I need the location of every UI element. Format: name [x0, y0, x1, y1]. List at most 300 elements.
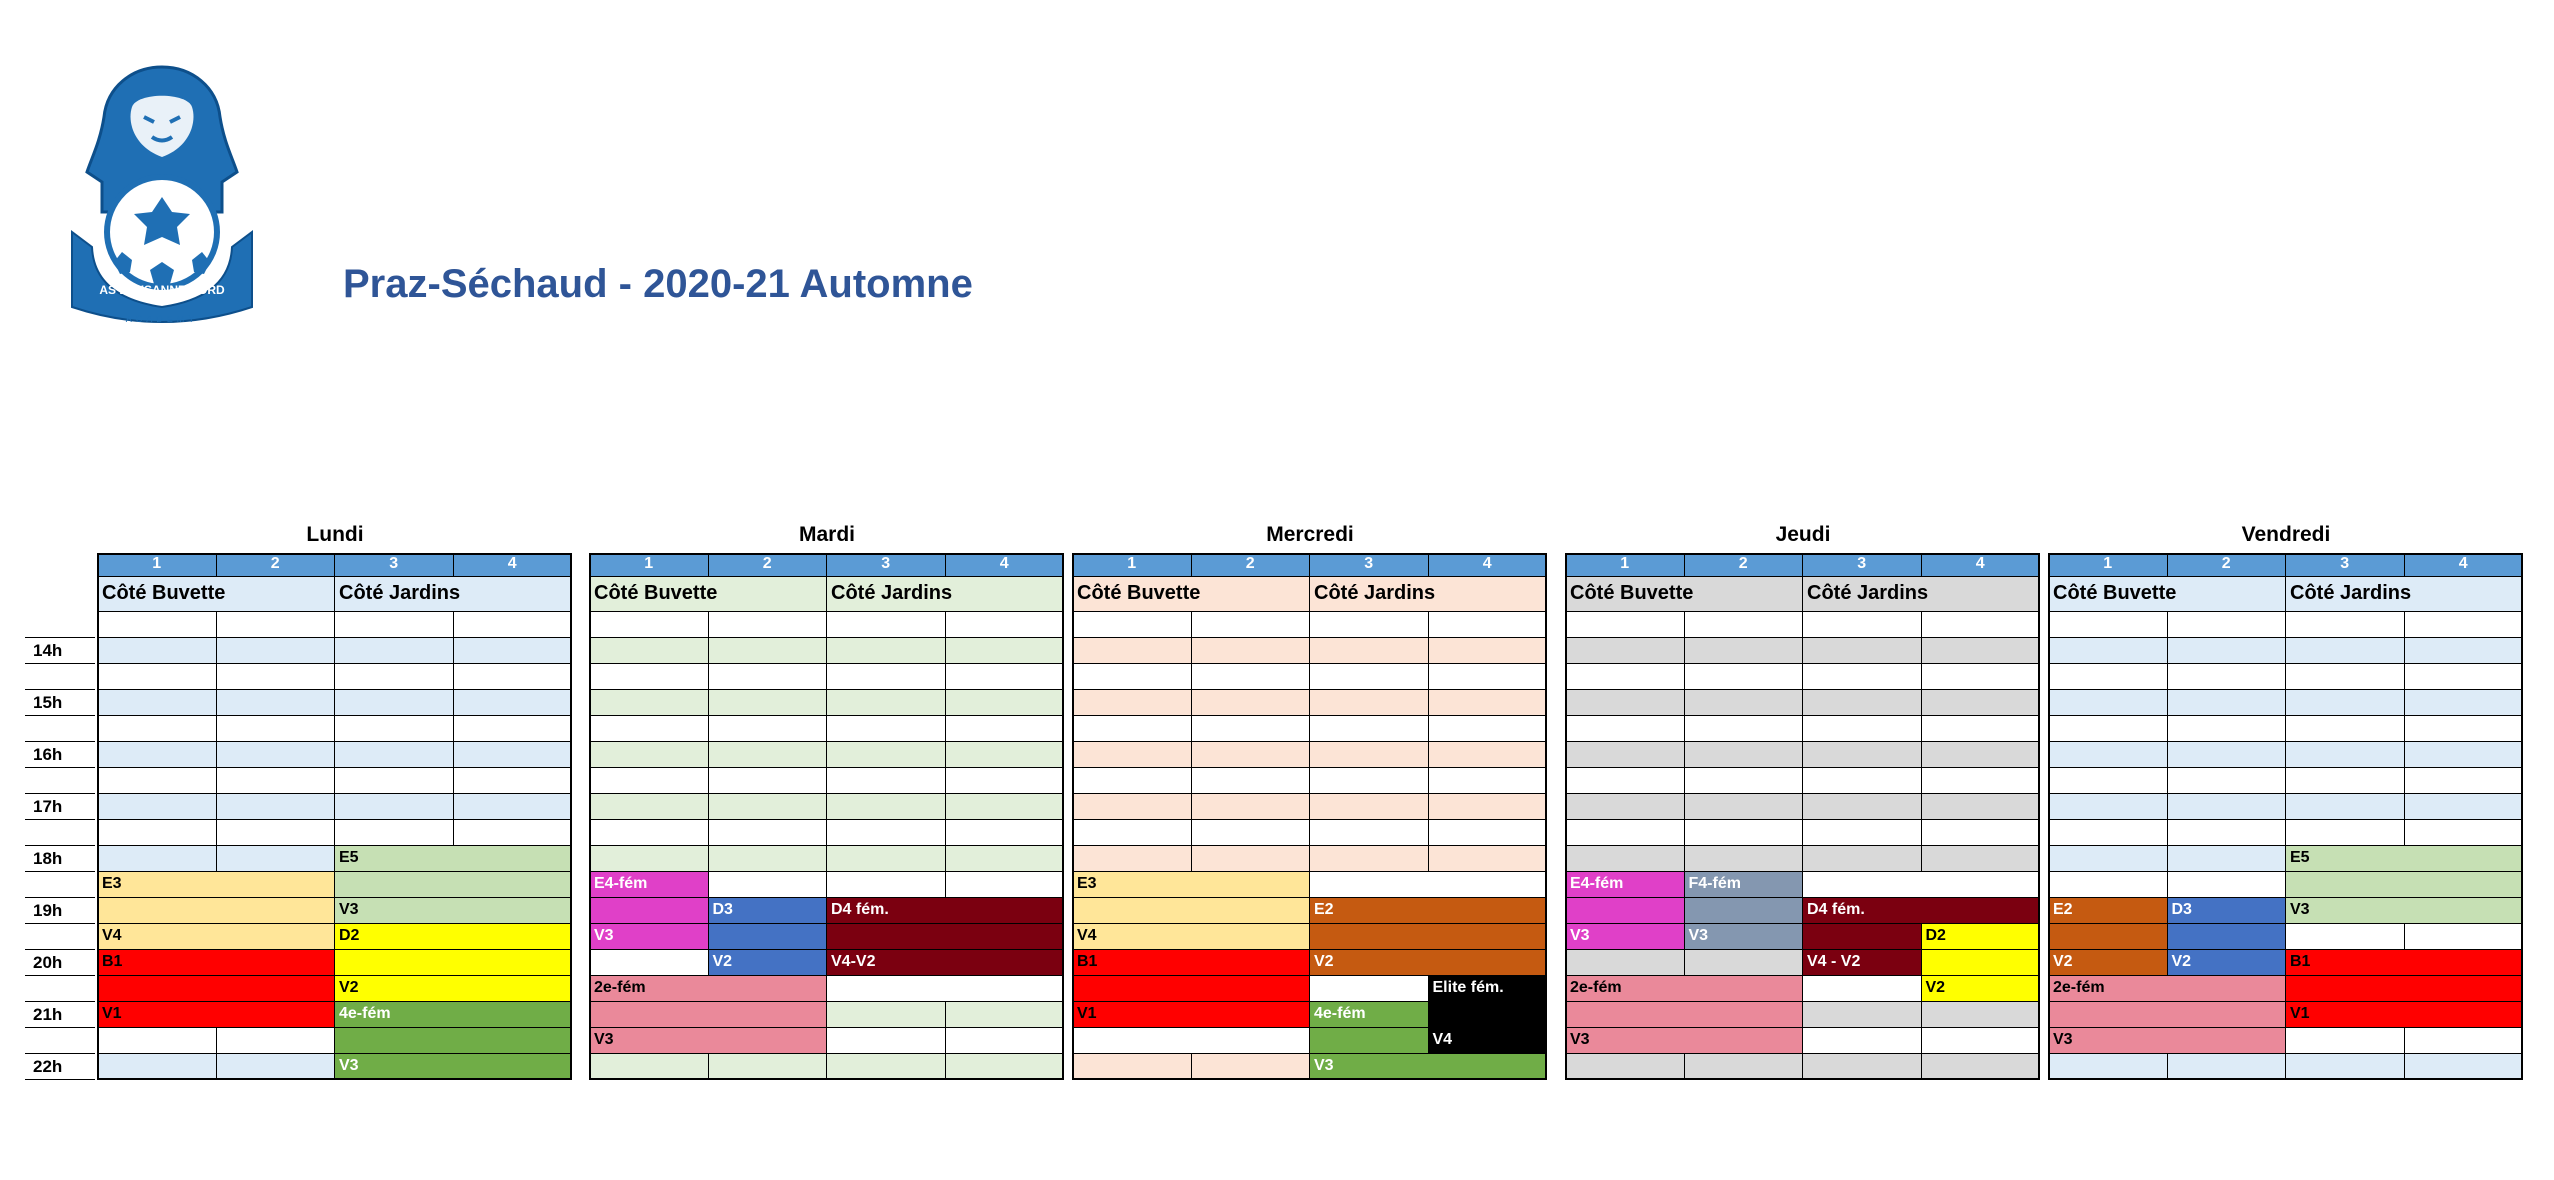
hour-label: 14h — [25, 638, 95, 664]
field-number: 3 — [1310, 553, 1429, 577]
empty-slot — [217, 716, 336, 742]
empty-slot — [454, 768, 573, 794]
empty-slot — [1073, 768, 1192, 794]
field-number: 2 — [1192, 553, 1311, 577]
empty-slot — [1566, 768, 1685, 794]
empty-slot — [1685, 820, 1804, 846]
team-slot: V3 — [335, 898, 572, 924]
booked-slot — [1310, 1028, 1429, 1054]
empty-slot — [1566, 664, 1685, 690]
empty-slot — [1922, 1054, 2041, 1080]
empty-slot — [2168, 638, 2287, 664]
empty-slot — [1429, 638, 1548, 664]
empty-slot — [827, 690, 946, 716]
booked-slot — [1310, 924, 1547, 950]
booked-slot — [2049, 1002, 2286, 1028]
empty-slot — [1192, 716, 1311, 742]
hour-label: 15h — [25, 690, 95, 716]
empty-slot — [1429, 716, 1548, 742]
booked-slot — [98, 898, 335, 924]
empty-slot — [454, 742, 573, 768]
booked-slot — [2168, 924, 2287, 950]
empty-slot — [1192, 612, 1311, 638]
empty-slot — [1429, 846, 1548, 872]
hour-label — [25, 872, 95, 898]
team-slot: D4 fém. — [1803, 898, 2040, 924]
empty-slot — [335, 638, 454, 664]
empty-slot — [98, 716, 217, 742]
empty-slot — [946, 716, 1065, 742]
empty-slot — [2286, 690, 2405, 716]
team-slot: D3 — [2168, 898, 2287, 924]
team-slot: V3 — [1566, 1028, 1803, 1054]
empty-slot — [1685, 742, 1804, 768]
empty-slot — [1685, 638, 1804, 664]
empty-slot — [946, 1002, 1065, 1028]
field-number: 1 — [1073, 553, 1192, 577]
svg-text:ACADEMY: ACADEMY — [125, 314, 199, 324]
field-number: 1 — [98, 553, 217, 577]
empty-slot — [946, 794, 1065, 820]
team-slot: B1 — [98, 950, 335, 976]
field-number: 3 — [827, 553, 946, 577]
empty-slot — [2049, 690, 2168, 716]
empty-slot — [1310, 846, 1429, 872]
empty-slot — [827, 664, 946, 690]
empty-slot — [946, 742, 1065, 768]
empty-slot — [454, 794, 573, 820]
empty-slot — [2049, 742, 2168, 768]
empty-slot — [709, 846, 828, 872]
empty-slot — [1922, 846, 2041, 872]
empty-slot — [1922, 716, 2041, 742]
empty-slot — [2168, 872, 2287, 898]
field-number: 1 — [2049, 553, 2168, 577]
team-slot: E2 — [1310, 898, 1547, 924]
team-slot: E3 — [98, 872, 335, 898]
empty-slot — [1429, 794, 1548, 820]
empty-slot — [1566, 716, 1685, 742]
side-jardins: Côté Jardins — [335, 577, 572, 612]
day-name: Lundi — [306, 523, 364, 546]
field-number: 4 — [454, 553, 573, 577]
team-slot: V1 — [98, 1002, 335, 1028]
day-name: Jeudi — [1775, 523, 1831, 546]
empty-slot — [217, 794, 336, 820]
booked-slot — [1073, 976, 1310, 1002]
team-slot: D2 — [335, 924, 572, 950]
side-buvette: Côté Buvette — [1566, 577, 1803, 612]
empty-slot — [827, 1002, 946, 1028]
field-number: 2 — [1685, 553, 1804, 577]
empty-slot — [2168, 768, 2287, 794]
empty-slot — [2405, 612, 2524, 638]
empty-slot — [1922, 742, 2041, 768]
empty-slot — [2405, 768, 2524, 794]
empty-slot — [590, 690, 709, 716]
hour-label: 19h — [25, 898, 95, 924]
empty-slot — [709, 716, 828, 742]
empty-slot — [2168, 612, 2287, 638]
empty-slot — [2049, 664, 2168, 690]
empty-slot — [1685, 690, 1804, 716]
empty-slot — [2405, 1054, 2524, 1080]
empty-slot — [946, 846, 1065, 872]
empty-slot — [1685, 612, 1804, 638]
team-slot: 2e-fém — [590, 976, 827, 1002]
empty-slot — [1310, 612, 1429, 638]
hour-label — [25, 820, 95, 846]
empty-slot — [1922, 1028, 2041, 1054]
empty-slot — [827, 1054, 946, 1080]
empty-slot — [1073, 1054, 1192, 1080]
empty-slot — [1073, 742, 1192, 768]
empty-slot — [1429, 742, 1548, 768]
empty-slot — [1429, 664, 1548, 690]
field-number: 3 — [2286, 553, 2405, 577]
empty-slot — [827, 768, 946, 794]
empty-slot — [2049, 820, 2168, 846]
empty-slot — [946, 638, 1065, 664]
empty-slot — [1310, 664, 1429, 690]
empty-slot — [217, 638, 336, 664]
team-slot: E2 — [2049, 898, 2168, 924]
empty-slot — [2286, 1028, 2405, 1054]
day-name: Vendredi — [2241, 523, 2331, 546]
empty-slot — [1310, 638, 1429, 664]
empty-slot — [1429, 612, 1548, 638]
team-slot: V3 — [1566, 924, 1685, 950]
team-slot: V4-V2 — [827, 950, 1064, 976]
empty-slot — [1922, 664, 2041, 690]
booked-slot — [709, 924, 828, 950]
empty-slot — [1803, 846, 1922, 872]
empty-slot — [946, 612, 1065, 638]
empty-slot — [1685, 846, 1804, 872]
empty-slot — [2286, 924, 2405, 950]
empty-slot — [1922, 1002, 2041, 1028]
empty-slot — [454, 820, 573, 846]
empty-slot — [709, 690, 828, 716]
team-slot: V4 - V2 — [1803, 950, 1922, 976]
empty-slot — [709, 664, 828, 690]
empty-slot — [98, 820, 217, 846]
empty-slot — [2286, 716, 2405, 742]
empty-slot — [2049, 612, 2168, 638]
empty-slot — [454, 716, 573, 742]
empty-slot — [709, 872, 828, 898]
empty-slot — [217, 742, 336, 768]
day-name: Mercredi — [1266, 523, 1354, 546]
booked-slot — [1685, 898, 1804, 924]
empty-slot — [1685, 768, 1804, 794]
empty-slot — [98, 612, 217, 638]
empty-slot — [2405, 794, 2524, 820]
field-number: 4 — [1429, 553, 1548, 577]
booked-slot — [2049, 924, 2168, 950]
empty-slot — [2286, 638, 2405, 664]
side-buvette: Côté Buvette — [98, 577, 335, 612]
empty-slot — [1073, 638, 1192, 664]
empty-slot — [98, 1054, 217, 1080]
field-number: 4 — [2405, 553, 2524, 577]
empty-slot — [1922, 638, 2041, 664]
empty-slot — [1922, 612, 2041, 638]
empty-slot — [1310, 820, 1429, 846]
empty-slot — [1310, 690, 1429, 716]
empty-slot — [1803, 742, 1922, 768]
empty-slot — [2405, 924, 2524, 950]
side-jardins: Côté Jardins — [827, 577, 1064, 612]
empty-slot — [2286, 612, 2405, 638]
team-slot: V3 — [2286, 898, 2523, 924]
empty-slot — [217, 1054, 336, 1080]
empty-slot — [98, 742, 217, 768]
empty-slot — [335, 690, 454, 716]
side-jardins: Côté Jardins — [1803, 577, 2040, 612]
empty-slot — [946, 768, 1065, 794]
side-buvette: Côté Buvette — [590, 577, 827, 612]
booked-slot — [2286, 976, 2523, 1002]
hour-label: 20h — [25, 950, 95, 976]
empty-slot — [335, 820, 454, 846]
empty-slot — [2405, 664, 2524, 690]
empty-slot — [217, 612, 336, 638]
empty-slot — [2168, 690, 2287, 716]
empty-slot — [1429, 768, 1548, 794]
team-slot: V1 — [2286, 1002, 2523, 1028]
team-slot: V2 — [2049, 950, 2168, 976]
booked-slot — [1803, 924, 1922, 950]
svg-text:AS LAUSANNE NORD: AS LAUSANNE NORD — [99, 283, 225, 297]
empty-slot — [827, 872, 946, 898]
empty-slot — [217, 846, 336, 872]
empty-slot — [946, 820, 1065, 846]
team-slot: V3 — [590, 1028, 827, 1054]
empty-slot — [2286, 742, 2405, 768]
empty-slot — [1192, 846, 1311, 872]
team-slot: V1 — [1073, 1002, 1310, 1028]
team-slot: V3 — [2049, 1028, 2286, 1054]
empty-slot — [1192, 638, 1311, 664]
booked-slot — [1429, 1002, 1548, 1028]
empty-slot — [2049, 846, 2168, 872]
hour-label: 17h — [25, 794, 95, 820]
empty-slot — [2049, 716, 2168, 742]
empty-slot — [1073, 846, 1192, 872]
hour-label — [25, 976, 95, 1002]
empty-slot — [98, 638, 217, 664]
empty-slot — [2286, 820, 2405, 846]
team-slot: B1 — [1073, 950, 1310, 976]
hour-label — [25, 1028, 95, 1054]
empty-slot — [2405, 742, 2524, 768]
empty-slot — [590, 638, 709, 664]
empty-slot — [709, 768, 828, 794]
empty-slot — [2168, 1054, 2287, 1080]
empty-slot — [1803, 612, 1922, 638]
team-slot: F4-fém — [1685, 872, 1804, 898]
empty-slot — [1073, 612, 1192, 638]
team-slot: D2 — [1922, 924, 2041, 950]
empty-slot — [454, 638, 573, 664]
booked-slot — [1310, 976, 1429, 1002]
field-number: 2 — [217, 553, 336, 577]
empty-slot — [98, 664, 217, 690]
team-slot: V4 — [98, 924, 335, 950]
empty-slot — [2049, 872, 2168, 898]
empty-slot — [1566, 612, 1685, 638]
empty-slot — [946, 1054, 1065, 1080]
empty-slot — [590, 794, 709, 820]
empty-slot — [1685, 950, 1804, 976]
empty-slot — [1073, 690, 1192, 716]
empty-slot — [709, 638, 828, 664]
empty-slot — [98, 1028, 217, 1054]
booked-slot — [827, 924, 1064, 950]
empty-slot — [590, 820, 709, 846]
empty-slot — [1803, 794, 1922, 820]
empty-slot — [1803, 1028, 1922, 1054]
empty-slot — [1922, 690, 2041, 716]
empty-slot — [2168, 742, 2287, 768]
empty-slot — [454, 664, 573, 690]
team-slot: V3 — [1310, 1054, 1547, 1080]
empty-slot — [1429, 690, 1548, 716]
empty-slot — [946, 664, 1065, 690]
empty-slot — [217, 664, 336, 690]
empty-slot — [827, 638, 946, 664]
page-title: Praz-Séchaud - 2020-21 Automne — [343, 262, 973, 306]
empty-slot — [1803, 1002, 1922, 1028]
empty-slot — [1803, 664, 1922, 690]
booked-slot — [1073, 898, 1310, 924]
booked-slot — [1922, 950, 2041, 976]
team-slot: 4e-fém — [335, 1002, 572, 1028]
empty-slot — [1803, 690, 1922, 716]
empty-slot — [98, 846, 217, 872]
field-number: 4 — [946, 553, 1065, 577]
empty-slot — [2405, 1028, 2524, 1054]
hour-label — [25, 924, 95, 950]
club-logo — [62, 62, 262, 327]
empty-slot — [946, 690, 1065, 716]
booked-slot — [335, 872, 572, 898]
team-slot: E4-fém — [1566, 872, 1685, 898]
side-jardins: Côté Jardins — [1310, 577, 1547, 612]
empty-slot — [1429, 820, 1548, 846]
booked-slot — [335, 950, 572, 976]
hour-label — [25, 716, 95, 742]
empty-slot — [1073, 794, 1192, 820]
team-slot: 2e-fém — [1566, 976, 1803, 1002]
empty-slot — [827, 1028, 946, 1054]
booked-slot — [827, 976, 1064, 1002]
hour-label: 22h — [25, 1054, 95, 1080]
booked-slot — [1803, 872, 2040, 898]
booked-slot — [590, 898, 709, 924]
empty-slot — [709, 742, 828, 768]
empty-slot — [1685, 664, 1804, 690]
booked-slot — [335, 1028, 572, 1054]
empty-slot — [946, 1028, 1065, 1054]
booked-slot — [590, 1002, 827, 1028]
team-slot: V2 — [1310, 950, 1547, 976]
empty-slot — [2286, 768, 2405, 794]
team-slot: V2 — [2168, 950, 2287, 976]
field-number: 3 — [1803, 553, 1922, 577]
empty-slot — [1310, 716, 1429, 742]
booked-slot — [2286, 872, 2523, 898]
empty-slot — [827, 742, 946, 768]
field-number: 2 — [709, 553, 828, 577]
empty-slot — [709, 820, 828, 846]
empty-slot — [1073, 664, 1192, 690]
empty-slot — [2405, 638, 2524, 664]
empty-slot — [98, 690, 217, 716]
hour-label — [25, 768, 95, 794]
empty-slot — [2049, 638, 2168, 664]
empty-slot — [1566, 742, 1685, 768]
empty-slot — [827, 794, 946, 820]
empty-slot — [1685, 1054, 1804, 1080]
empty-slot — [1803, 1054, 1922, 1080]
empty-slot — [1922, 768, 2041, 794]
team-slot: Elite fém. — [1429, 976, 1548, 1002]
empty-slot — [827, 846, 946, 872]
empty-slot — [2168, 794, 2287, 820]
empty-slot — [1566, 638, 1685, 664]
empty-slot — [2049, 1054, 2168, 1080]
team-slot: V3 — [335, 1054, 572, 1080]
team-slot: V2 — [335, 976, 572, 1002]
team-slot: 4e-fém — [1310, 1002, 1429, 1028]
empty-slot — [827, 820, 946, 846]
empty-slot — [709, 794, 828, 820]
empty-slot — [1803, 820, 1922, 846]
team-slot: D3 — [709, 898, 828, 924]
team-slot: E5 — [2286, 846, 2523, 872]
team-slot: E5 — [335, 846, 572, 872]
empty-slot — [1073, 716, 1192, 742]
empty-slot — [590, 716, 709, 742]
empty-slot — [1803, 716, 1922, 742]
empty-slot — [590, 664, 709, 690]
side-jardins: Côté Jardins — [2286, 577, 2523, 612]
field-number: 2 — [2168, 553, 2287, 577]
booked-slot — [1073, 1028, 1310, 1054]
booked-slot — [1566, 898, 1685, 924]
empty-slot — [217, 820, 336, 846]
field-number: 1 — [590, 553, 709, 577]
empty-slot — [590, 846, 709, 872]
empty-slot — [827, 612, 946, 638]
day-name: Mardi — [798, 523, 855, 546]
empty-slot — [1192, 820, 1311, 846]
empty-slot — [217, 768, 336, 794]
empty-slot — [1073, 820, 1192, 846]
team-slot: E3 — [1073, 872, 1310, 898]
team-slot: B1 — [2286, 950, 2523, 976]
empty-slot — [217, 690, 336, 716]
team-slot: V4 — [1073, 924, 1310, 950]
booked-slot — [1566, 1002, 1803, 1028]
booked-slot — [98, 976, 335, 1002]
empty-slot — [590, 742, 709, 768]
empty-slot — [827, 716, 946, 742]
empty-slot — [1192, 742, 1311, 768]
empty-slot — [946, 872, 1065, 898]
